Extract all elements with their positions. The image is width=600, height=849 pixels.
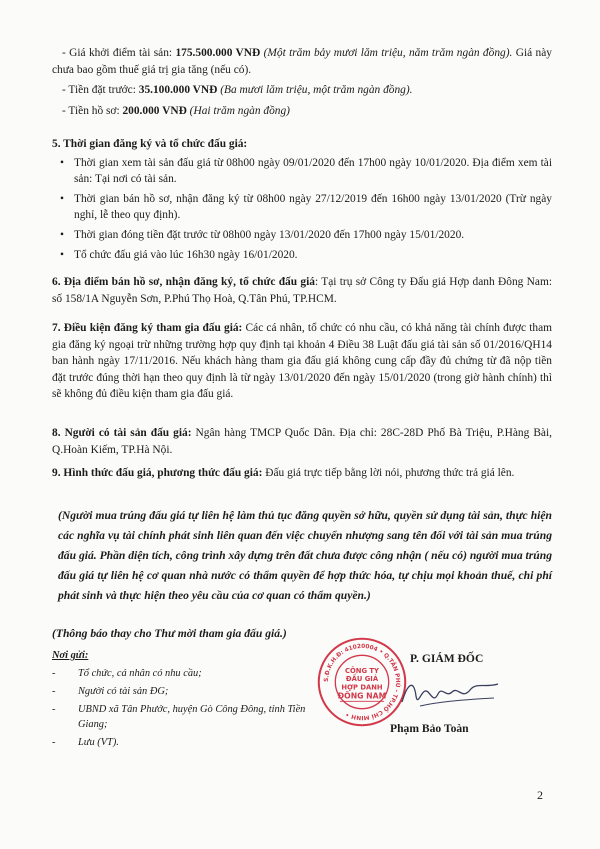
seal-line-4: ĐÔNG NAM	[337, 691, 387, 701]
section-8-title: 8. Người có tài sản đấu giá:	[52, 427, 192, 439]
seal-line-1: CÔNG TY	[345, 666, 379, 675]
deposit-value: 35.100.000 VNĐ	[138, 84, 218, 97]
list-item: • Thời gian xem tài sản đấu giá từ 08h00 ngày 09/01/2020 đến 17h00 ngày 10/01/2020. Địa điểm xem tài sản: Tại nơi có tài sản.	[52, 155, 552, 188]
fee-value: 200.000 VNĐ	[122, 104, 187, 117]
list-item: - Người có tài sản ĐG;	[52, 686, 169, 697]
deposit-words: (Ba mươi lăm triệu, một trăm ngàn đồng).	[220, 84, 413, 97]
section-7-title: 7. Điều kiện đăng ký tham gia đấu giá:	[52, 322, 243, 334]
list-item: - Lưu (VT).	[52, 737, 119, 748]
start-price-line	[52, 45, 552, 78]
section-6	[52, 274, 552, 307]
section-6-title: 6. Địa điểm bán hồ sơ, nhận đăng ký, tổ chức đấu giá	[52, 276, 315, 288]
signer-name: Phạm Bảo Toàn	[390, 722, 469, 735]
deposit-line	[52, 82, 552, 99]
fee-words: (Hai trăm ngàn đồng)	[189, 104, 290, 117]
section-7-text: Các cá nhân, tổ chức có nhu cầu, có khả năng tài chính được tham gia đăng ký ngoại trừ những trường hợp quy định tại khoản 4 Điều 38 Luật đấu giá tài sản số 01/2016/QH14 ban hành ngày 17/11/2016. Nếu khách hàng tham gia đấu giá không cung cấp đầy đủ chứng từ đã nộp tiền đặt trước đúng thời hạn theo quy định là từ ngày 13/01/2020 đến ngày 15/01/2020 (trong giờ hành chính) thì sẽ không đủ điều kiện tham gia đấu giá.	[52, 322, 552, 401]
start-price-label: - Giá khởi điểm tài sản:	[62, 47, 176, 59]
list-item: • Thời gian bán hồ sơ, nhận đăng ký từ 08h00 ngày 27/12/2019 đến 16h00 ngày 13/01/2020 (Trừ ngày nghỉ, lễ theo quy định).	[52, 191, 552, 224]
recipient-text: Lưu (VT).	[78, 737, 119, 748]
section-7	[52, 320, 552, 403]
section-5	[52, 136, 552, 266]
buyer-notice: (Người mua trúng đấu giá tự liên hệ làm thủ tục đăng quyền sở hữu, quyền sử dụng tài sản, thực hiện các nghĩa vụ tài chính phát sinh liên quan đến việc chuyển nhượng sang tên đối với tài sản mua trúng đấu giá. Phần diện tích, công trình xây dựng trên đất chưa được công nhận ( nếu có) người mua trúng đấu giá tự liên hệ cơ quan nhà nước có thẩm quyền để hợp thức hóa, tự chịu mọi khoản thuế, chi phí phát sinh và thực hiện theo yêu cầu của cơ quan có thẩm quyền.)	[58, 509, 552, 602]
start-price-note: Giá này chưa bao gồm thuế giá trị gia tăng (nếu có).	[52, 47, 552, 76]
recipient-text: Người có tài sản ĐG;	[78, 686, 169, 697]
start-price-value: 175.500.000 VNĐ	[175, 47, 261, 59]
recipient-text: Tổ chức, cá nhân có nhu cầu;	[78, 668, 202, 679]
start-price-words: (Một trăm bảy mươi lăm triệu, năm trăm ngàn đồng).	[263, 47, 513, 59]
notice-replaces-invitation: (Thông báo thay cho Thư mời tham gia đấu giá.)	[52, 627, 287, 640]
recipients-header: Nơi gửi:	[52, 650, 89, 661]
fee-line	[52, 103, 552, 120]
section-6-text: : Tại trụ sở Công ty Đấu giá Hợp danh Đông Nam: số 158/1A Nguyễn Sơn, P.Phú Thọ Hoà, Q.Tân Phú, TP.HCM.	[52, 276, 552, 305]
section-9-text: Đấu giá trực tiếp bằng lời nói, phương thức trả giá lên.	[262, 467, 515, 479]
seal-line-3: HỢP DANH	[341, 683, 383, 692]
section-9	[52, 465, 552, 482]
recipients-block	[52, 648, 312, 750]
section-9-title: 9. Hình thức đấu giá, phương thức đấu giá:	[52, 467, 263, 479]
section-5-title: 5. Thời gian đăng ký và tổ chức đấu giá:	[52, 138, 248, 150]
section-5-list	[52, 155, 552, 264]
seal-ring-text: S.Đ.K.H.Đ: 41020004 • Q.TÂN PHÚ - TP.HỒ CHÍ MINH •	[323, 643, 401, 721]
deposit-label: - Tiền đặt trước:	[62, 84, 139, 97]
list-item: • Tổ chức đấu giá vào lúc 16h30 ngày 16/01/2020.	[52, 247, 552, 264]
price-section	[52, 45, 552, 119]
list-item: - UBND xã Tân Phước, huyện Gò Công Đông, tỉnh Tiền Giang;	[52, 702, 312, 732]
handwritten-signature	[398, 672, 508, 716]
signer-title: P. GIÁM ĐỐC	[410, 652, 484, 665]
page-number: 2	[537, 788, 543, 802]
section-8-text: Ngân hàng TMCP Quốc Dân. Địa chỉ: 28C-28D Phố Bà Triệu, P.Hàng Bài, Q.Hoàn Kiếm, TP.Hà Nội.	[52, 427, 552, 456]
section-8	[52, 425, 552, 458]
list-item: - Tổ chức, cá nhân có nhu cầu;	[52, 668, 202, 679]
company-seal	[316, 636, 408, 728]
recipient-text: UBND xã Tân Phước, huyện Gò Công Đông, tỉnh Tiền Giang;	[78, 704, 306, 730]
list-item: • Thời gian đóng tiền đặt trước từ 08h00 ngày 13/01/2020 đến 17h00 ngày 15/01/2020.	[52, 227, 552, 244]
fee-label: - Tiền hồ sơ:	[62, 104, 123, 117]
seal-line-2: ĐẤU GIÁ	[345, 675, 379, 684]
